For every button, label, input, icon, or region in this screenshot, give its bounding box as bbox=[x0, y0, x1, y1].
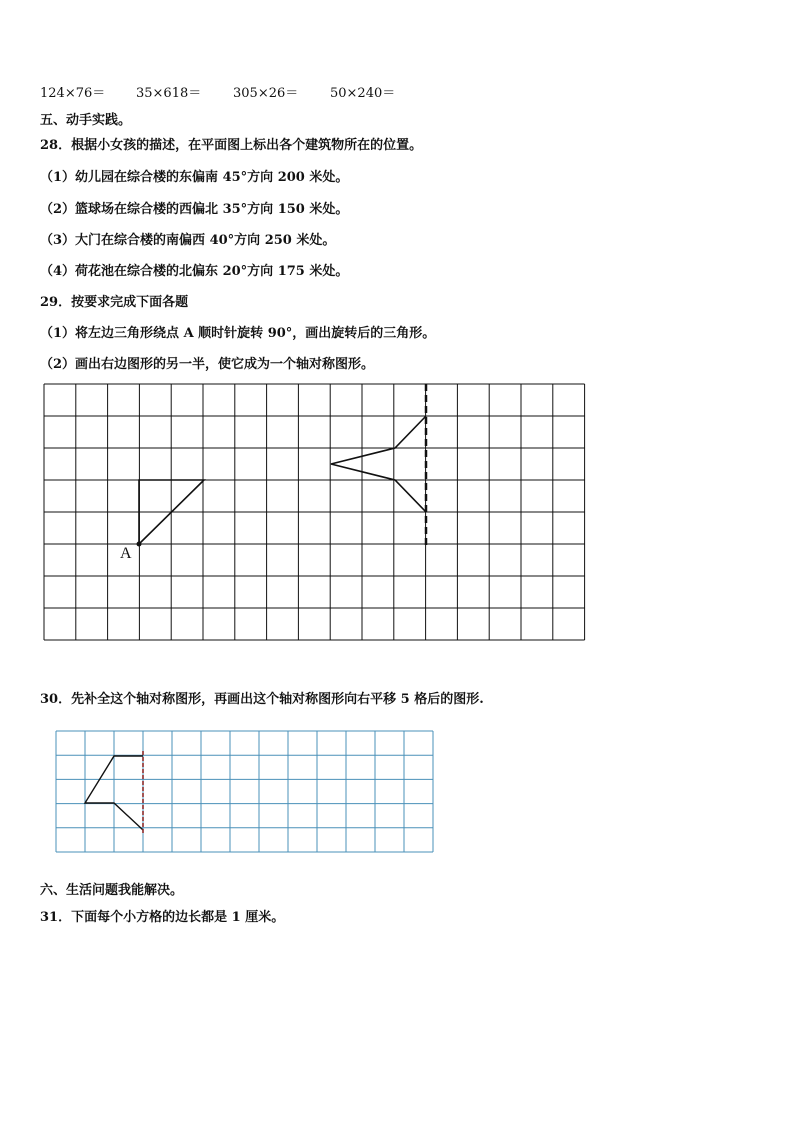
q29-item-2: （2）画出右边图形的另一半，使它成为一个轴对称图形。 bbox=[40, 357, 375, 372]
section-5-heading: 五、动手实践。 bbox=[40, 113, 132, 128]
calc-item-1: 124×76＝ bbox=[40, 86, 106, 101]
q31-title: 31．下面每个小方格的边长都是 1 厘米。 bbox=[40, 910, 285, 925]
q29-title: 29．按要求完成下面各题 bbox=[40, 295, 189, 310]
section-6-heading: 六、生活问题我能解决。 bbox=[40, 883, 184, 898]
q29-item-1: （1）将左边三角形绕点 A 顺时针旋转 90°，画出旋转后的三角形。 bbox=[40, 326, 436, 341]
q28-item-4: （4）荷花池在综合楼的北偏东 20°方向 175 米处。 bbox=[40, 264, 349, 279]
q28-title: 28．根据小女孩的描述，在平面图上标出各个建筑物所在的位置。 bbox=[40, 138, 423, 153]
q29-grid bbox=[40, 380, 592, 648]
calc-item-2: 35×618＝ bbox=[136, 86, 202, 101]
calc-item-4: 50×240＝ bbox=[330, 86, 396, 101]
q30-title: 30．先补全这个轴对称图形，再画出这个轴对称图形向右平移 5 格后的图形. bbox=[40, 692, 484, 707]
point-a-label: A bbox=[120, 545, 132, 562]
grid-lines bbox=[44, 384, 585, 640]
q28-item-1: （1）幼儿园在综合楼的东偏南 45°方向 200 米处。 bbox=[40, 170, 349, 185]
point-a-dot bbox=[137, 542, 142, 547]
q28-item-3: （3）大门在综合楼的南偏西 40°方向 250 米处。 bbox=[40, 233, 336, 248]
q28-item-2: （2）篮球场在综合楼的西偏北 35°方向 150 米处。 bbox=[40, 202, 349, 217]
calc-item-3: 305×26＝ bbox=[233, 86, 299, 101]
grid-lines bbox=[56, 731, 433, 852]
half-figure-right bbox=[331, 416, 426, 512]
q30-grid bbox=[52, 727, 436, 857]
